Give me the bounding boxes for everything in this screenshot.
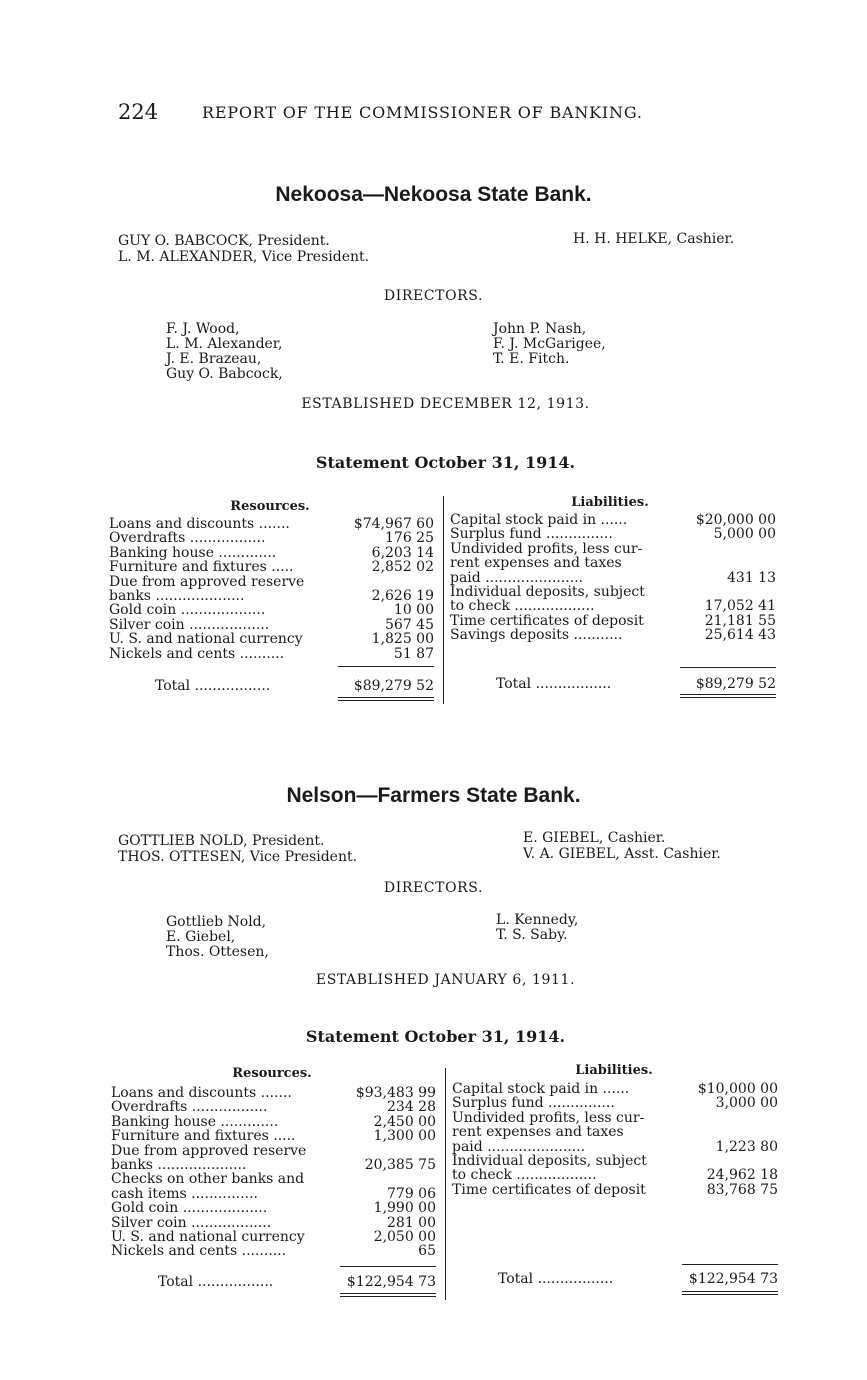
liability-row: to check .................. 24,962 18 — [452, 1167, 778, 1184]
liability-row: paid ...................... 431 13 — [450, 569, 776, 586]
statement-heading: Statement October 31, 1914. — [315, 453, 576, 472]
director-name: Thos. Ottesen, — [166, 944, 269, 960]
liability-row: Individual deposits, subject — [450, 584, 645, 600]
total-double-rule — [682, 1291, 778, 1292]
liability-row: Individual deposits, subject — [452, 1153, 647, 1169]
officer-line: THOS. OTTESEN, Vice President. — [118, 849, 358, 865]
resource-row: banks .................... 2,626 19 — [109, 587, 434, 604]
director-name: F. J. McGarigee, — [493, 336, 606, 352]
resource-row: Furniture and fixtures ..... 1,300 00 — [111, 1128, 436, 1145]
total-double-rule — [340, 1293, 436, 1294]
liability-row: Time certificates of deposit 21,181 55 — [450, 612, 776, 629]
total-label: Total ................. — [155, 678, 271, 694]
resource-row: Overdrafts ................. 234 28 — [111, 1099, 436, 1116]
liability-row: Surplus fund ............... 5,000 00 — [450, 526, 776, 543]
resource-row: Checks on other banks and — [111, 1172, 305, 1187]
liability-row: paid ...................... 1,223 80 — [452, 1138, 778, 1155]
resources-heading: Resources. — [232, 1066, 312, 1081]
officer-line: GOTTLIEB NOLD, President. — [118, 833, 325, 849]
liability-row: Undivided profits, less cur- — [452, 1110, 645, 1126]
total-amount: $89,279 52 — [353, 678, 434, 694]
column-divider — [445, 1068, 446, 1300]
resource-row: Furniture and fixtures ..... 2,852 02 — [109, 559, 434, 576]
total-double-rule — [682, 1294, 778, 1295]
resource-row: Overdrafts ................. 176 25 — [109, 530, 434, 547]
liability-row: rent expenses and taxes — [452, 1125, 624, 1140]
officer-line: E. GIEBEL, Cashier. — [523, 830, 666, 846]
resource-row: Banking house ............. 6,203 14 — [109, 544, 434, 561]
liabilities-heading: Liabilities. — [571, 495, 649, 510]
resource-row: Silver coin .................. 281 00 — [111, 1214, 436, 1231]
resources-list — [111, 1086, 436, 1259]
resource-row: Gold coin ................... 10 00 — [109, 602, 434, 619]
director-name: E. Giebel, — [166, 929, 236, 945]
resource-row: U. S. and national currency 2,050 00 — [111, 1228, 436, 1245]
directors-left — [166, 915, 269, 960]
page-number: 224 — [118, 100, 159, 124]
liabilities-heading: Liabilities. — [575, 1063, 653, 1078]
resource-row: Gold coin ................... 1,990 00 — [111, 1200, 436, 1217]
director-name: L. M. Alexander, — [166, 336, 283, 352]
established-date: ESTABLISHED JANUARY 6, 1911. — [315, 972, 576, 988]
total-amount: $89,279 52 — [695, 676, 776, 692]
director-name: F. J. Wood, — [166, 321, 240, 337]
director-name: T. S. Saby. — [496, 927, 568, 943]
total-label: Total ................. — [498, 1271, 614, 1287]
resource-row: Silver coin .................. 567 45 — [109, 616, 434, 633]
officer-line: GUY O. BABCOCK, President. — [118, 233, 330, 249]
subtotal-rule — [682, 1264, 778, 1265]
resource-row: Due from approved reserve — [109, 574, 305, 589]
liability-row: Time certificates of deposit 83,768 75 — [452, 1181, 778, 1198]
liability-row: to check .................. 17,052 41 — [450, 598, 776, 615]
resource-row: banks .................... 20,385 75 — [111, 1156, 436, 1173]
bank-title: Nekoosa—Nekoosa State Bank. — [275, 183, 592, 206]
officer-line: V. A. GIEBEL, Asst. Cashier. — [523, 846, 721, 862]
officers-left — [118, 833, 357, 865]
director-name: J. E. Brazeau, — [166, 351, 262, 367]
liability-row: Capital stock paid in ...... $20,000 00 — [450, 512, 776, 528]
total-label: Total ................. — [496, 676, 612, 692]
liability-row: Savings deposits ........... 25,614 43 — [450, 627, 776, 644]
total-amount: $122,954 73 — [688, 1271, 778, 1287]
liability-row: Undivided profits, less cur- — [450, 541, 643, 557]
liabilities-list — [452, 1082, 778, 1197]
liability-row: rent expenses and taxes — [450, 556, 622, 571]
resource-row: Loans and discounts ....... $93,483 99 — [111, 1085, 436, 1101]
director-name: John P. Nash, — [493, 321, 587, 337]
total-amount: $122,954 73 — [346, 1274, 436, 1290]
resource-row: Nickels and cents .......... 51 87 — [109, 645, 434, 662]
directors-heading: DIRECTORS. — [383, 880, 484, 896]
subtotal-rule — [340, 1266, 436, 1267]
bank-title: Nelson—Farmers State Bank. — [286, 784, 581, 807]
total-double-rule — [340, 1296, 436, 1297]
officer-line: H. H. HELKE, Cashier. — [573, 231, 735, 247]
directors-heading: DIRECTORS. — [383, 288, 484, 304]
officers-right — [523, 830, 721, 862]
established-date: ESTABLISHED DECEMBER 12, 1913. — [301, 396, 590, 412]
director-name: L. Kennedy, — [496, 912, 579, 928]
resource-row: Loans and discounts ....... $74,967 60 — [109, 516, 434, 532]
resource-row: Nickels and cents .......... 65 — [111, 1243, 436, 1260]
resource-row: Due from approved reserve — [111, 1143, 307, 1158]
director-name: Guy O. Babcock, — [166, 366, 283, 382]
liability-row: Surplus fund ............... 3,000 00 — [452, 1095, 778, 1112]
liability-row: Capital stock paid in ...... $10,000 00 — [452, 1081, 778, 1097]
officer-line: L. M. ALEXANDER, Vice President. — [118, 249, 370, 265]
director-name: T. E. Fitch. — [493, 351, 570, 367]
running-title: REPORT OF THE COMMISSIONER OF BANKING. — [202, 103, 643, 122]
directors-right — [496, 913, 578, 943]
resource-row: cash items ............... 779 06 — [111, 1185, 436, 1202]
resource-row: Banking house ............. 2,450 00 — [111, 1113, 436, 1130]
resource-row: U. S. and national currency 1,825 00 — [109, 631, 434, 648]
director-name: Gottlieb Nold, — [166, 914, 267, 930]
resources-heading: Resources. — [230, 499, 310, 514]
total-label: Total ................. — [158, 1274, 274, 1290]
statement-heading: Statement October 31, 1914. — [305, 1027, 566, 1046]
